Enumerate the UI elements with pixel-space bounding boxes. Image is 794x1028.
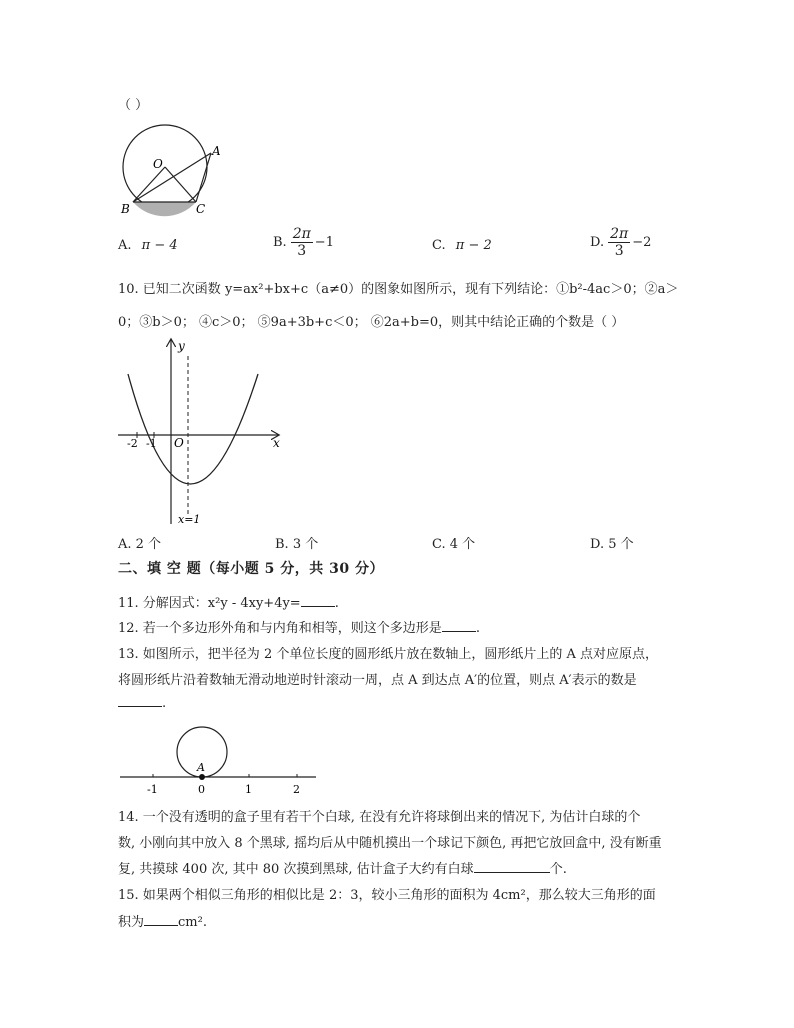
answer-blank[interactable] — [474, 871, 550, 873]
q13-line-3: . — [118, 696, 166, 711]
q11: 11. 分解因式：x²y - 4xy+4y= . — [118, 596, 339, 611]
q10-line-2: 0；③b＞0； ④c＞0； ⑤9a+3b+c＜0； ⑥2a+b=0，则其中结论正确的个数是（ ） — [118, 315, 625, 330]
q10-option-d[interactable]: D. 5 个 — [590, 537, 634, 552]
point-a — [199, 774, 205, 780]
tick-label: 1 — [245, 783, 252, 796]
q9-answer-bracket: （ ） — [118, 98, 149, 113]
fraction: $\frac{2\pi}{3}$ — [292, 226, 311, 259]
label-c: C — [196, 202, 206, 216]
q12: 12. 若一个多边形外角和与内角和相等，则这个多边形是 . — [118, 621, 480, 636]
q9-option-c[interactable]: C. π − 2 — [432, 238, 492, 253]
q13-line-1: 13. 如图所示，把半径为 2 个单位长度的圆形纸片放在数轴上，圆形纸片上的 A 点对应原点， — [118, 647, 658, 662]
q10-parabola-graph — [112, 334, 292, 530]
answer-blank[interactable] — [144, 924, 178, 926]
q14-line-1: 14. 一个没有透明的盒子里有若干个白球, 在没有允许将球倒出来的情况下, 为估计白球的个 — [118, 810, 641, 825]
section-title: 二、填 空 题（每小题 5 分，共 30 分） — [118, 561, 384, 577]
label-o: O — [153, 157, 163, 171]
answer-blank[interactable] — [442, 630, 476, 632]
shaded-segment — [133, 202, 196, 216]
tick-label-m1: -1 — [146, 437, 157, 450]
axis-equation-label: x=1 — [178, 513, 201, 526]
q10-option-b[interactable]: B. 3 个 — [275, 537, 319, 552]
answer-blank[interactable] — [301, 605, 335, 607]
q14-line-2: 数, 小刚向其中放入 8 个黑球, 摇均后从中随机摸出一个球记下颜色, 再把它放回盒中, 没有断重 — [118, 836, 662, 851]
y-label: y — [178, 339, 185, 353]
q10-line-1: 10. 已知二次函数 y=ax²+bx+c（a≠0）的图象如图所示，现有下列结论：①b²-4ac＞0；②a＞ — [118, 282, 679, 297]
q15-line-1: 15. 如果两个相似三角形的相似比是 2：3，较小三角形的面积为 4cm²，那么较大三角形的面 — [118, 888, 656, 903]
q10-option-c[interactable]: C. 4 个 — [432, 537, 476, 552]
point-a-label: A — [197, 761, 205, 774]
parabola-curve — [128, 374, 258, 484]
tick-label: 2 — [293, 783, 300, 796]
origin-label: O — [174, 436, 184, 450]
q9-option-d[interactable]: D. $\frac{2\pi}{3}$ −2 — [590, 226, 652, 259]
q15-line-2: 积为 cm². — [118, 915, 207, 930]
q9-option-a[interactable]: A. π − 4 — [118, 238, 178, 253]
q9-circle-figure — [108, 120, 228, 220]
fraction: $\frac{2\pi}{3}$ — [610, 226, 629, 259]
answer-blank[interactable] — [118, 705, 162, 707]
tick-label: 0 — [198, 783, 205, 796]
q10-option-a[interactable]: A. 2 个 — [118, 537, 162, 552]
q9-option-b[interactable]: B. $\frac{2\pi}{3}$ −1 — [273, 226, 334, 259]
q13-line-2: 将圆形纸片沿着数轴无滑动地逆时针滚动一周，点 A 到达点 A′的位置，则点 A′表示的数是 — [118, 673, 637, 688]
label-a: A — [212, 144, 221, 158]
tick-label-m2: -2 — [127, 437, 138, 450]
tick-label: -1 — [147, 783, 158, 796]
q14-line-3: 复, 共摸球 400 次, 其中 80 次摸到黑球, 估计盒子大约有白球 个. — [118, 862, 567, 877]
label-b: B — [121, 202, 130, 216]
q13-number-line-figure — [116, 716, 321, 800]
x-label: x — [273, 436, 280, 450]
